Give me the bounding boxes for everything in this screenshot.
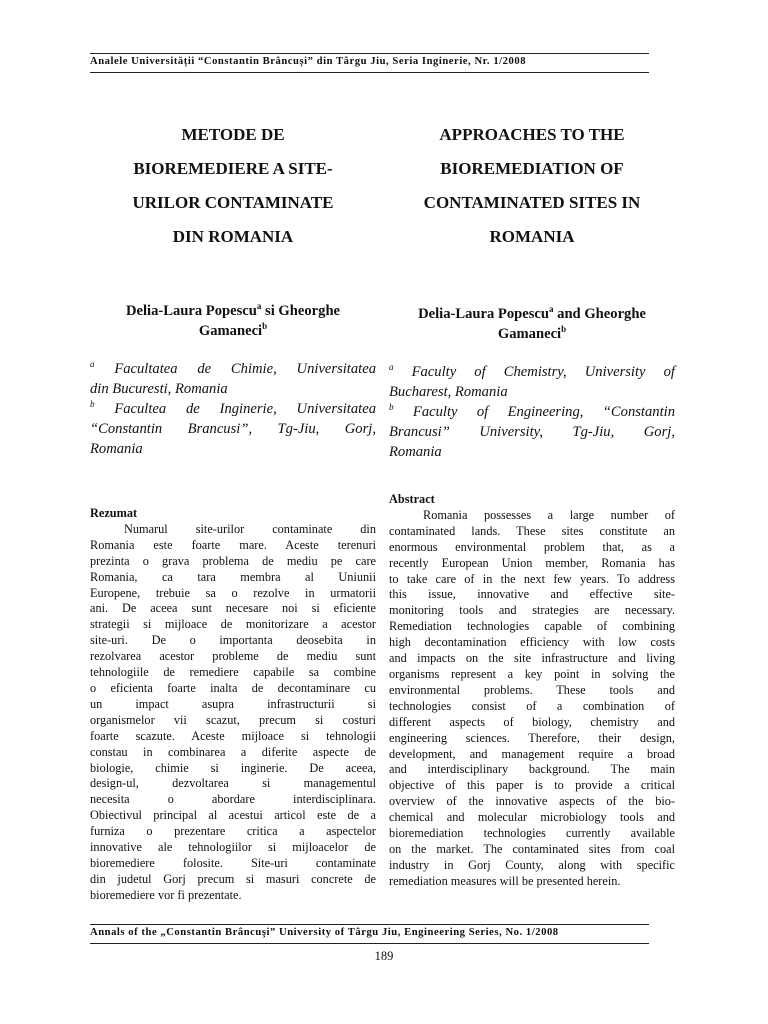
abstract-heading: Abstract (389, 492, 435, 506)
affiliation-text: Facultea de Inginerie, Universitatea (94, 401, 376, 417)
abstract-line: prezinta o grava problema de mediu pe care (90, 553, 376, 568)
affiliation-line (90, 359, 376, 379)
author-name: Gamaneci (497, 326, 562, 342)
abstract-line: Numarul site-urilor contaminate din (124, 521, 376, 536)
abstract-line: remediation measures will be presented herein. (389, 873, 621, 888)
abstract-line: Remediation technologies capable of combining (389, 619, 675, 634)
affiliation-line: din Bucuresti, Romania (90, 381, 228, 397)
abstract-line: this issue, innovative and effective site- (389, 587, 675, 602)
abstract-body (90, 522, 376, 904)
authors-english (389, 304, 675, 344)
title-line: BIOREMEDIERE A SITE- (133, 159, 333, 178)
abstract-line: monitoring tools and strategies are necessary. (389, 603, 675, 618)
affiliation-line: Romania (90, 441, 143, 457)
abstract-line: foarte scazute. Aceste mijloace si tehnologii (90, 728, 376, 743)
abstract-line: din judetul Gorj precum si masuri concrete de (90, 871, 376, 886)
author-name: and Gheorghe (553, 306, 646, 322)
abstract-line: organisms represent a key point in solving the (389, 666, 675, 681)
abstract-line: industry in Gorj County, along with specific (389, 857, 675, 872)
abstract-english (389, 492, 675, 890)
abstract-line: ani. De aceea sunt necesare noi si eficiente (90, 601, 376, 616)
abstract-line: enormous environmental problem that, as a (389, 539, 675, 554)
header-rule-bottom (90, 72, 649, 73)
affiliation-line: Brancusi” University, Tg-Jiu, Gorj, (389, 424, 675, 440)
abstract-line: to take care of in the next few years. To address (389, 571, 675, 586)
author-name: Gamaneci (198, 323, 263, 339)
affiliation-sup: b (90, 399, 95, 409)
page-number: 189 (374, 949, 394, 963)
abstract-line: on the market. The contaminated sites from coal (389, 841, 675, 856)
abstract-line: objective of this paper is to provide a critical (389, 778, 675, 793)
abstract-line: recently European Union member, Romania has (389, 555, 675, 570)
abstract-line: engineering sciences. Therefore, their design, (389, 730, 675, 745)
abstract-line: Europene, trebuie sa o rezolve in urmatorii (90, 585, 376, 600)
abstract-line: necesita o abordare interdisciplinara. (90, 792, 376, 807)
affiliation-sup: a (389, 362, 394, 372)
author-sup: b (262, 321, 268, 331)
affiliation-line: “Constantin Brancusi”, Tg-Jiu, Gorj, (90, 421, 376, 437)
affiliations-romanian (90, 359, 376, 459)
title-romanian (90, 118, 376, 254)
header-rule-top (90, 53, 649, 54)
abstract-line: different aspects of biology, chemistry and (389, 714, 675, 729)
author-name: si Gheorghe (261, 303, 341, 319)
author-name: Delia-Laura Popescu (125, 303, 257, 319)
affiliation-line (389, 402, 675, 422)
author-sup: a (549, 304, 554, 314)
footer-rule-bottom (90, 943, 649, 944)
affiliation-sup: b (389, 402, 394, 412)
title-line: APPROACHES TO THE (439, 125, 625, 144)
abstract-line: biologie, chimie si inginerie. De aceea, (90, 760, 376, 775)
abstract-line: technologies consist of a combination of (389, 698, 675, 713)
abstract-line: development, and management require a broad (389, 746, 675, 761)
abstract-line: high decontamination efficiency with low costs (389, 635, 675, 650)
author-name: Delia-Laura Popescu (418, 306, 549, 322)
abstract-line: o eficienta foarte inalta de decontaminare cu (90, 680, 376, 695)
abstract-line: organismelor vii scazut, precum si costuri (90, 712, 376, 727)
title-line: METODE DE (181, 125, 285, 144)
affiliation-line (90, 399, 376, 419)
affiliations-english (389, 362, 675, 462)
footer-running-title: Annals of the „Constantin Brâncuşi” University of Târgu Jiu, Engineering Series, No. 1/2008 (90, 927, 559, 938)
abstract-line: and impacts on the site infrastructure and living (389, 651, 675, 666)
abstract-line: design-ul, dezvoltarea si managementul (90, 776, 376, 791)
abstract-line: constau in combinarea a diferite aspecte de (90, 744, 376, 759)
abstract-line: innovative ale tehnologiilor si mijloacelor de (90, 840, 376, 855)
author-sup: b (561, 324, 567, 334)
title-line: DIN ROMANIA (172, 227, 294, 246)
author-sup: a (256, 301, 262, 311)
abstract-line: bioremediere folosite. Site-uri contaminate (90, 855, 376, 870)
abstract-line: site-uri. De o importanta deosebita in (90, 633, 376, 648)
abstract-line: overview of the innovative aspects of the bio- (389, 794, 675, 809)
abstract-line: contaminated lands. These sites constitute an (389, 523, 675, 538)
abstract-line: Obiectivul principal al acestui articol este de a (90, 808, 376, 823)
abstract-line: bioremediere vor fi prezentate. (90, 887, 242, 902)
abstract-line: bioremediation technologies currently available (389, 826, 675, 841)
abstract-line: chemical and molecular microbiology tools and (389, 810, 675, 825)
title-english (389, 118, 675, 254)
abstract-line: environmental problems. These tools and (389, 682, 675, 697)
abstract-line: furniza o prezentare critica a aspectelor (90, 824, 376, 839)
affiliation-text: Faculty of Chemistry, University of (393, 364, 675, 380)
abstract-line: and interdisciplinary background. The main (389, 762, 675, 777)
abstract-body (389, 508, 675, 890)
abstract-romanian (90, 506, 376, 904)
affiliation-text: Facultatea de Chimie, Universitatea (94, 361, 376, 377)
abstract-line: Romania possesses a large number of (423, 507, 675, 522)
authors-romanian (90, 301, 376, 341)
title-line: URILOR CONTAMINATE (132, 193, 334, 212)
abstract-line: Romania este foarte mare. Aceste terenuri (90, 537, 376, 552)
title-line: CONTAMINATED SITES IN (423, 193, 641, 212)
abstract-line: Romania, ca tara membra al Uniunii (90, 569, 376, 584)
affiliation-sup: a (90, 359, 95, 369)
abstract-line: un impact asupra infrastructurii si (90, 696, 376, 711)
affiliation-line: Bucharest, Romania (389, 384, 508, 400)
title-line: ROMANIA (489, 227, 575, 246)
affiliation-text: Faculty of Engineering, “Constantin (393, 404, 675, 420)
abstract-line: strategii si mijloace de monitorizare a acestor (90, 617, 376, 632)
affiliation-line: Romania (389, 444, 442, 460)
abstract-line: tehnologiile de remediere capabile sa combine (90, 665, 376, 680)
header-running-title: Analele Universității “Constantin Brâncuși” din Târgu Jiu, Seria Inginerie, Nr. 1/2008 (90, 56, 527, 67)
title-line: BIOREMEDIATION OF (440, 159, 624, 178)
abstract-line: rezolvarea acestor probleme de mediu sunt (90, 649, 376, 664)
affiliation-line (389, 362, 675, 382)
footer-rule-top (90, 924, 649, 925)
abstract-heading: Rezumat (90, 506, 138, 520)
